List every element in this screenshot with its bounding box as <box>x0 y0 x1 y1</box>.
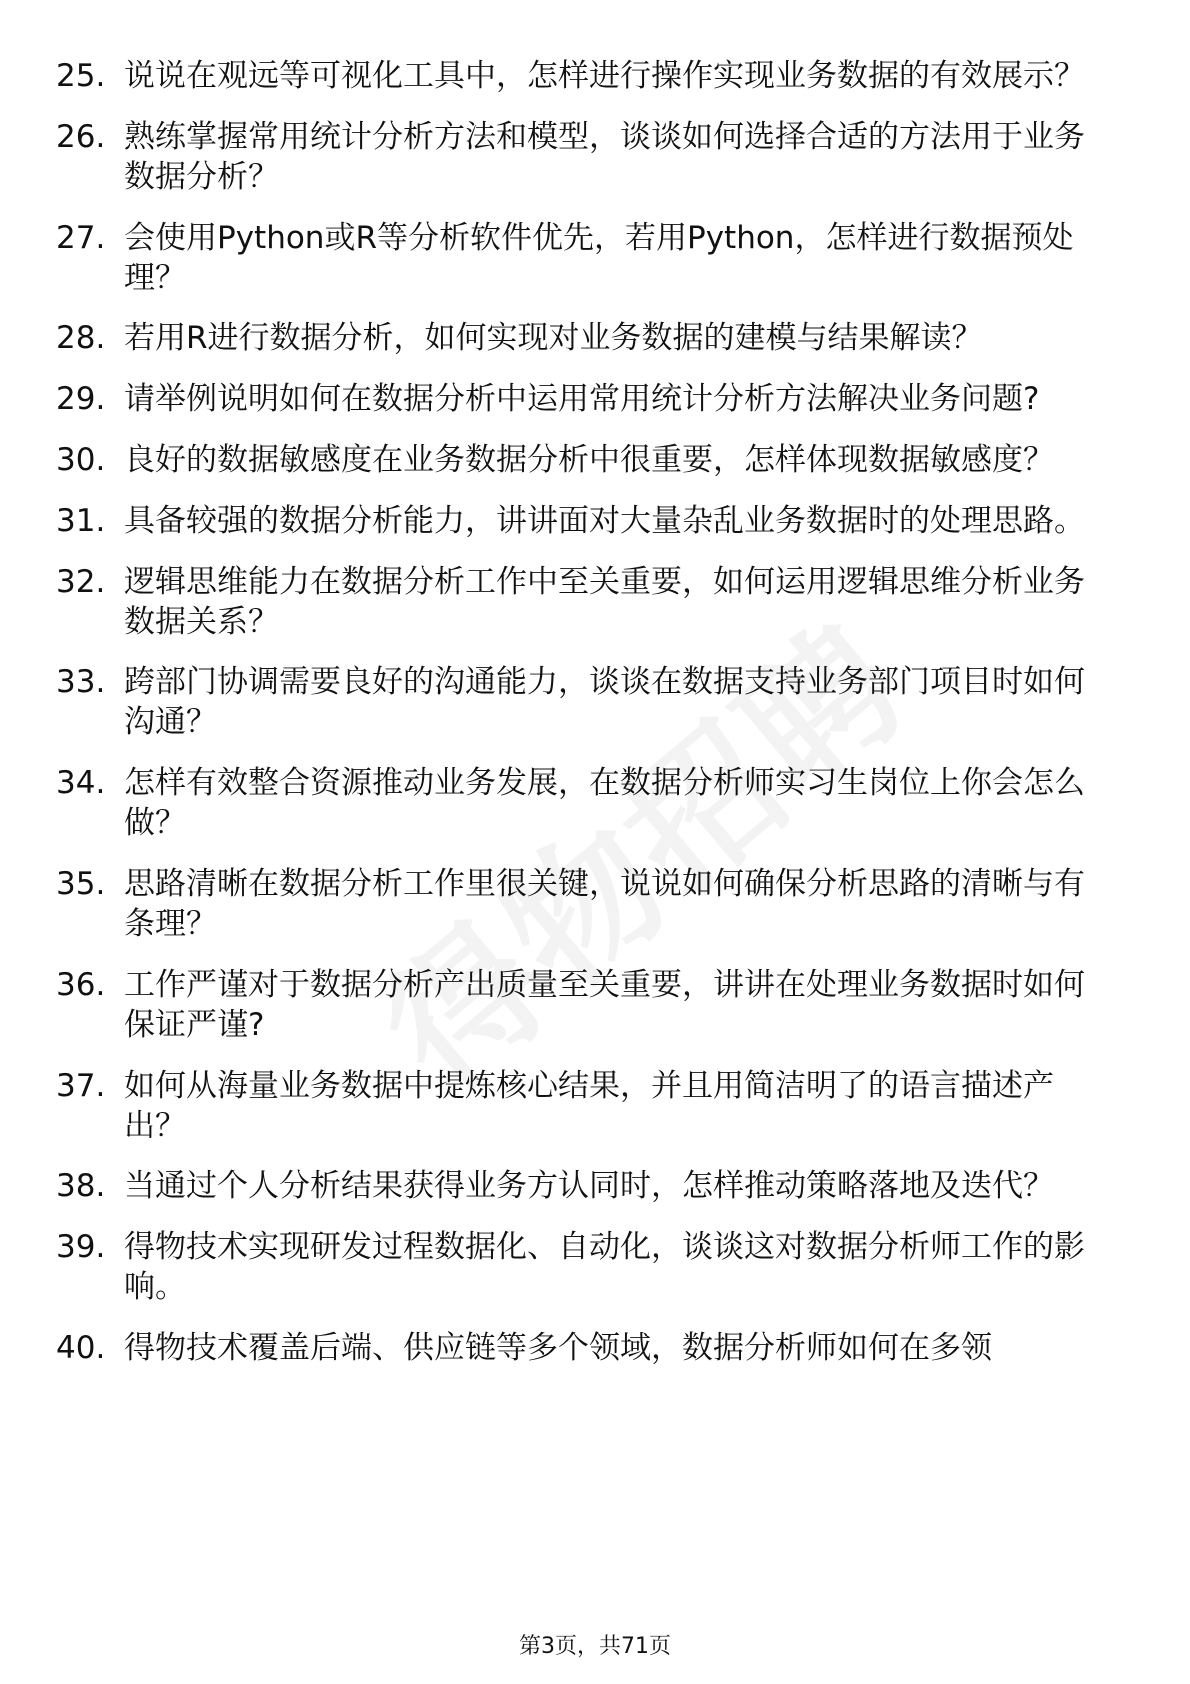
question-item <box>0 662 1190 742</box>
question-item <box>0 218 1190 298</box>
question-number: 26. <box>56 118 106 155</box>
question-text: 跨部门协调需要良好的沟通能力，谈谈在数据支持业务部门项目时如何沟通？ <box>124 664 1085 741</box>
question-item <box>0 501 1190 541</box>
question-number: 31. <box>56 502 106 539</box>
question-text: 得物技术实现研发过程数据化、自动化，谈谈这对数据分析师工作的影响。 <box>124 1229 1085 1306</box>
question-item <box>0 1328 1190 1368</box>
question-item <box>0 763 1190 843</box>
question-number: 28. <box>56 320 106 357</box>
question-text: 说说在观远等可视化工具中，怎样进行操作实现业务数据的有效展示？ <box>124 58 1085 94</box>
question-text: 会使用Python或R等分析软件优先，若用Python，怎样进行数据预处理？ <box>124 219 1074 296</box>
question-text: 请举例说明如何在数据分析中运用常用统计分析方法解决业务问题? <box>124 381 1040 418</box>
question-item <box>0 56 1190 96</box>
question-number: 29. <box>56 381 106 418</box>
question-text: 若用R进行数据分析，如何实现对业务数据的建模与结果解读？ <box>124 320 983 357</box>
question-number: 33. <box>56 664 106 701</box>
question-number: 39. <box>56 1229 106 1266</box>
question-text: 工作严谨对于数据分析产出质量至关重要，讲讲在处理业务数据时如何保证严谨? <box>124 966 1085 1043</box>
page-number-footer: 第3页，共71页 <box>519 1634 671 1659</box>
question-number: 38. <box>56 1168 106 1205</box>
question-text: 熟练掌握常用统计分析方法和模型，谈谈如何选择合适的方法用于业务数据分析？ <box>124 118 1085 195</box>
question-text: 具备较强的数据分析能力，讲讲面对大量杂乱业务数据时的处理思路。 <box>124 502 1085 539</box>
question-text: 如何从海量业务数据中提炼核心结果，并且用简洁明了的语言描述产出？ <box>124 1067 1054 1144</box>
question-item <box>0 864 1190 944</box>
question-number: 35. <box>56 865 106 902</box>
question-text: 思路清晰在数据分析工作里很关键，说说如何确保分析思路的清晰与有条理？ <box>124 865 1085 942</box>
question-number: 32. <box>56 563 106 600</box>
question-text: 逻辑思维能力在数据分析工作中至关重要，如何运用逻辑思维分析业务数据关系？ <box>124 563 1085 640</box>
question-number: 27. <box>56 219 106 256</box>
question-number: 34. <box>56 765 106 802</box>
question-item <box>0 965 1190 1045</box>
question-number: 30. <box>56 441 106 478</box>
question-number: 36. <box>56 966 106 1003</box>
question-item <box>0 562 1190 642</box>
question-item <box>0 1066 1190 1146</box>
question-text: 良好的数据敏感度在业务数据分析中很重要，怎样体现数据敏感度？ <box>124 441 1054 478</box>
question-list <box>0 56 1190 1389</box>
question-text: 怎样有效整合资源推动业务发展，在数据分析师实习生岗位上你会怎么做？ <box>124 765 1085 842</box>
question-item <box>0 117 1190 197</box>
question-item <box>0 1166 1190 1206</box>
question-text: 得物技术覆盖后端、供应链等多个领域，数据分析师如何在多领 <box>124 1329 992 1366</box>
question-number: 37. <box>56 1067 106 1104</box>
question-text: 当通过个人分析结果获得业务方认同时，怎样推动策略落地及迭代？ <box>124 1168 1054 1205</box>
question-item <box>0 318 1190 358</box>
question-item <box>0 379 1190 419</box>
question-number: 25. <box>56 58 106 94</box>
question-item <box>0 440 1190 480</box>
question-item <box>0 1227 1190 1307</box>
question-number: 40. <box>56 1329 106 1366</box>
